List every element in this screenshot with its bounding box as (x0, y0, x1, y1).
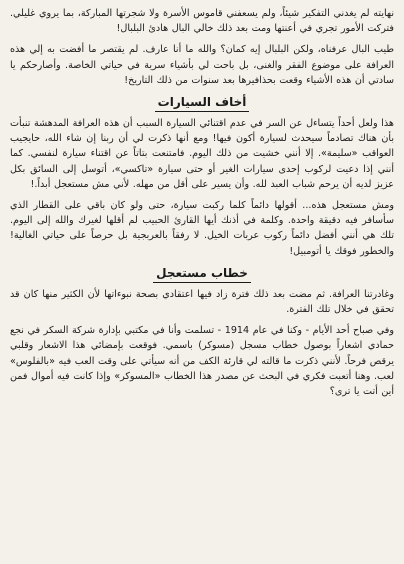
paragraph-4: ومش مستعجل هذه... أقولها دائماً كلما ركبت سيارة، حتى ولو كان باقي على القطار الذي سأسافر فيه دقيقة واحدة. وكلمة في أذنك أيها القارئ الحبيب لم أقلها لغيرك والله إلى اليوم. تلك هي أنني أفضل دائماً ركوب عربات الخيل. لا رفقاً بالعربجية بل حرصاً على حياتي الغالية! والخطور فوقك يا أتومبيل! (10, 200, 394, 257)
section-heading-cars-text: أخاف السيارات (155, 94, 250, 112)
paragraph-2: طيب البال عرفناه، ولكن البلبال إيه كمان؟ والله ما أنا عارف. لم يقتصر ما أفضت به إلي هذه العرافة على موضوع الفقر والغنى، بل باحت لي بأشياء سرية في حياتي الخاصة. وأصارحكم يا سادتي أن هذه الأشياء وقعت بحذافيرها بعد سنوات من ذلك التاريخ! (10, 44, 394, 86)
paragraph-1: نهايته لم يغدني التفكير شيئاً، ولم يسعفني قاموس الأسرة ولا شجرتها المباركة، بما يروي غليلي. فتركت الأمور تجري في أعنتها ومت بعد ذلك خالي البال هادئ البلبال! (10, 8, 394, 35)
section-heading-cars (10, 94, 394, 112)
section-heading-speech-text: خطاب مستعجل (153, 265, 251, 283)
section-heading-speech (10, 265, 394, 283)
paragraph-6: وفي صباح أحد الأيام - وكنا في عام 1914 - تسلمت وأنا في مكتبي بإدارة شركة السكر في نجع حمادي اشعاراً بوصول خطاب مسجل (مسوكر) باسمي. فوقعت بإمضائي هذا الاشعار وقلبي يرقص فرحاً. لأنني ذكرت ما قالته لي قارئة الكف من أنه سيأتي على وقت العب فيه «بالفلوس» لعب. وهنا أتعبت فكري في البحث عن مصدر هذا الخطاب «المسوكر» وإذا كانت فيه أموال فمن أين أتت يا ترى؟ (10, 325, 394, 398)
paragraph-3: هذا ولعل أحداً يتساءل عن السر في عدم اقتنائي السيارة السبب أن هذه العرافة المدهشة تنبأت بأن هناك تصادماً سيحدث لسيارة أكون فيها! ومع أنها ذكرت لي أن ربنا إن شاء الله، حايجيب العواقب «سليمة». إلا أنني خشيت من ذلك اليوم. فامتنعت بتاتاً عن اقتناء سيارة لنفسي. كما أنني إذا دعيت لركوب إحدى سيارات الغير أو حتى سيارة «تاكسي»، أتوسل إلى السائق بكل عزيز لديه أن يرحم شباب العبد لله. وأن يسير على أقل من مهله. لأني مش مستعجل أبداً.! (10, 118, 394, 190)
paragraph-5: وغادرتنا العرافة. ثم مضت بعد ذلك فترة زاد فيها اعتقادي بصحة نبوءاتها لأن الكثير منها كان قد تحقق في خلال تلك الفترة. (10, 288, 394, 316)
